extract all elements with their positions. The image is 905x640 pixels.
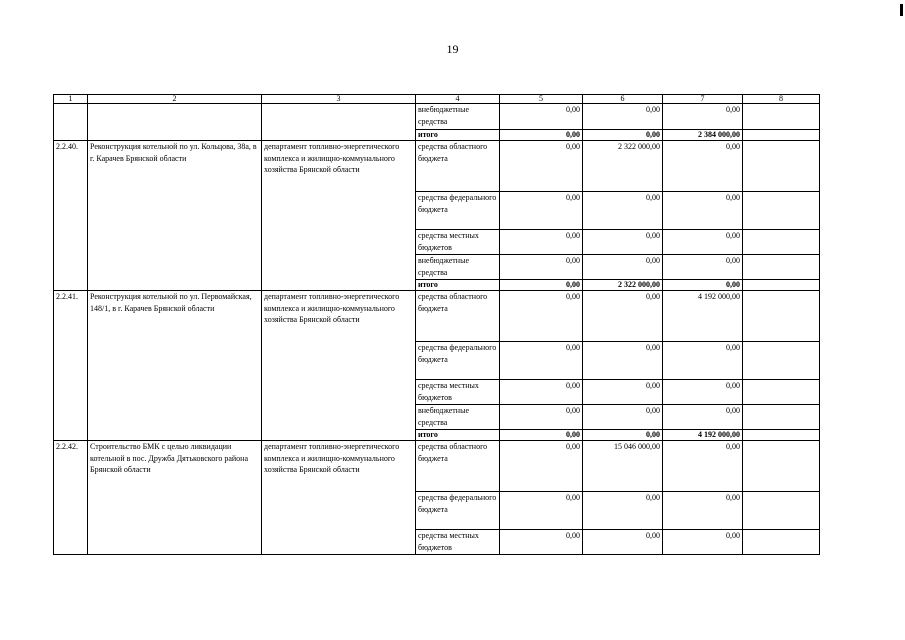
value-cell: 0,00 (663, 380, 743, 405)
value-cell: 0,00 (663, 280, 743, 291)
value-cell: 15 046 000,00 (583, 441, 663, 492)
header-cell: 1 (54, 95, 88, 104)
source-cell: итого (416, 430, 500, 441)
item-executor: департамент топливно-энергетического комплекса и жилищно-коммунального хозяйства Брянской области (262, 141, 416, 291)
value-cell: 0,00 (500, 380, 583, 405)
value-cell: 0,00 (583, 342, 663, 380)
value-cell: 0,00 (500, 280, 583, 291)
table-row (54, 291, 820, 342)
value-cell: 0,00 (500, 492, 583, 530)
value-cell (743, 192, 820, 230)
name-cell (88, 104, 262, 141)
value-cell: 0,00 (583, 430, 663, 441)
header-cell: 6 (583, 95, 663, 104)
value-cell: 0,00 (500, 405, 583, 430)
value-cell (743, 342, 820, 380)
value-cell (743, 530, 820, 555)
value-cell: 0,00 (500, 255, 583, 280)
item-number: 2.2.42. (54, 441, 88, 555)
value-cell: 0,00 (500, 104, 583, 130)
header-cell: 3 (262, 95, 416, 104)
funding-table (53, 94, 820, 555)
value-cell: 0,00 (500, 130, 583, 141)
source-cell: итого (416, 280, 500, 291)
source-cell: средства областного бюджета (416, 141, 500, 192)
value-cell: 0,00 (663, 441, 743, 492)
value-cell: 0,00 (663, 255, 743, 280)
value-cell: 0,00 (663, 405, 743, 430)
scan-mark (900, 4, 903, 16)
table-row (54, 141, 820, 192)
number-cell (54, 104, 88, 141)
value-cell: 4 192 000,00 (663, 291, 743, 342)
item-number: 2.2.40. (54, 141, 88, 291)
source-cell: внебюджетные средства (416, 405, 500, 430)
value-cell (743, 255, 820, 280)
executor-cell (262, 104, 416, 141)
source-cell: средства местных бюджетов (416, 530, 500, 555)
item-name: Реконструкция котельной по ул. Кольцова, 38а, в г. Карачев Брянской области (88, 141, 262, 291)
value-cell: 0,00 (500, 291, 583, 342)
value-cell: 0,00 (500, 192, 583, 230)
value-cell (743, 405, 820, 430)
source-cell: средства федерального бюджета (416, 492, 500, 530)
value-cell (743, 291, 820, 342)
source-cell: средства областного бюджета (416, 441, 500, 492)
value-cell: 0,00 (583, 492, 663, 530)
value-cell: 0,00 (583, 130, 663, 141)
value-cell (743, 230, 820, 255)
value-cell: 0,00 (663, 141, 743, 192)
source-cell: итого (416, 130, 500, 141)
source-cell: внебюджетные средства (416, 104, 500, 130)
value-cell: 0,00 (583, 380, 663, 405)
item-number: 2.2.41. (54, 291, 88, 441)
value-cell: 0,00 (583, 192, 663, 230)
value-cell: 0,00 (500, 430, 583, 441)
source-cell: средства местных бюджетов (416, 380, 500, 405)
source-cell: средства федерального бюджета (416, 192, 500, 230)
value-cell: 0,00 (583, 291, 663, 342)
header-row (54, 95, 820, 104)
value-cell: 0,00 (583, 230, 663, 255)
table-row (54, 441, 820, 492)
value-cell (743, 130, 820, 141)
value-cell: 0,00 (663, 342, 743, 380)
value-cell: 0,00 (663, 230, 743, 255)
value-cell: 0,00 (663, 530, 743, 555)
header-cell: 8 (743, 95, 820, 104)
source-cell: средства областного бюджета (416, 291, 500, 342)
value-cell (743, 380, 820, 405)
item-name: Строительство БМК с целью ликвидации котельной в пос. Дружба Дятьковского района Брянской области (88, 441, 262, 555)
value-cell (743, 141, 820, 192)
item-name: Реконструкция котельной по ул. Первомайская, 148/1, в г. Карачев Брянской области (88, 291, 262, 441)
value-cell: 0,00 (500, 342, 583, 380)
source-cell: внебюджетные средства (416, 255, 500, 280)
header-cell: 7 (663, 95, 743, 104)
value-cell: 0,00 (663, 104, 743, 130)
header-cell: 5 (500, 95, 583, 104)
header-cell: 4 (416, 95, 500, 104)
source-cell: средства федерального бюджета (416, 342, 500, 380)
item-executor: департамент топливно-энергетического комплекса и жилищно-коммунального хозяйства Брянской области (262, 441, 416, 555)
value-cell: 0,00 (583, 104, 663, 130)
value-cell (743, 441, 820, 492)
value-cell: 0,00 (500, 530, 583, 555)
value-cell (743, 104, 820, 130)
value-cell: 0,00 (583, 255, 663, 280)
value-cell: 0,00 (583, 405, 663, 430)
source-cell: средства местных бюджетов (416, 230, 500, 255)
value-cell: 2 322 000,00 (583, 280, 663, 291)
value-cell: 0,00 (500, 141, 583, 192)
value-cell: 4 192 000,00 (663, 430, 743, 441)
header-cell: 2 (88, 95, 262, 104)
item-executor: департамент топливно-энергетического комплекса и жилищно-коммунального хозяйства Брянской области (262, 291, 416, 441)
value-cell (743, 280, 820, 291)
value-cell (743, 430, 820, 441)
value-cell: 0,00 (500, 230, 583, 255)
page-number: 19 (446, 42, 459, 56)
value-cell: 2 384 000,00 (663, 130, 743, 141)
value-cell: 2 322 000,00 (583, 141, 663, 192)
value-cell: 0,00 (663, 192, 743, 230)
value-cell: 0,00 (500, 441, 583, 492)
value-cell: 0,00 (663, 492, 743, 530)
table-row (54, 104, 820, 130)
value-cell: 0,00 (583, 530, 663, 555)
value-cell (743, 492, 820, 530)
